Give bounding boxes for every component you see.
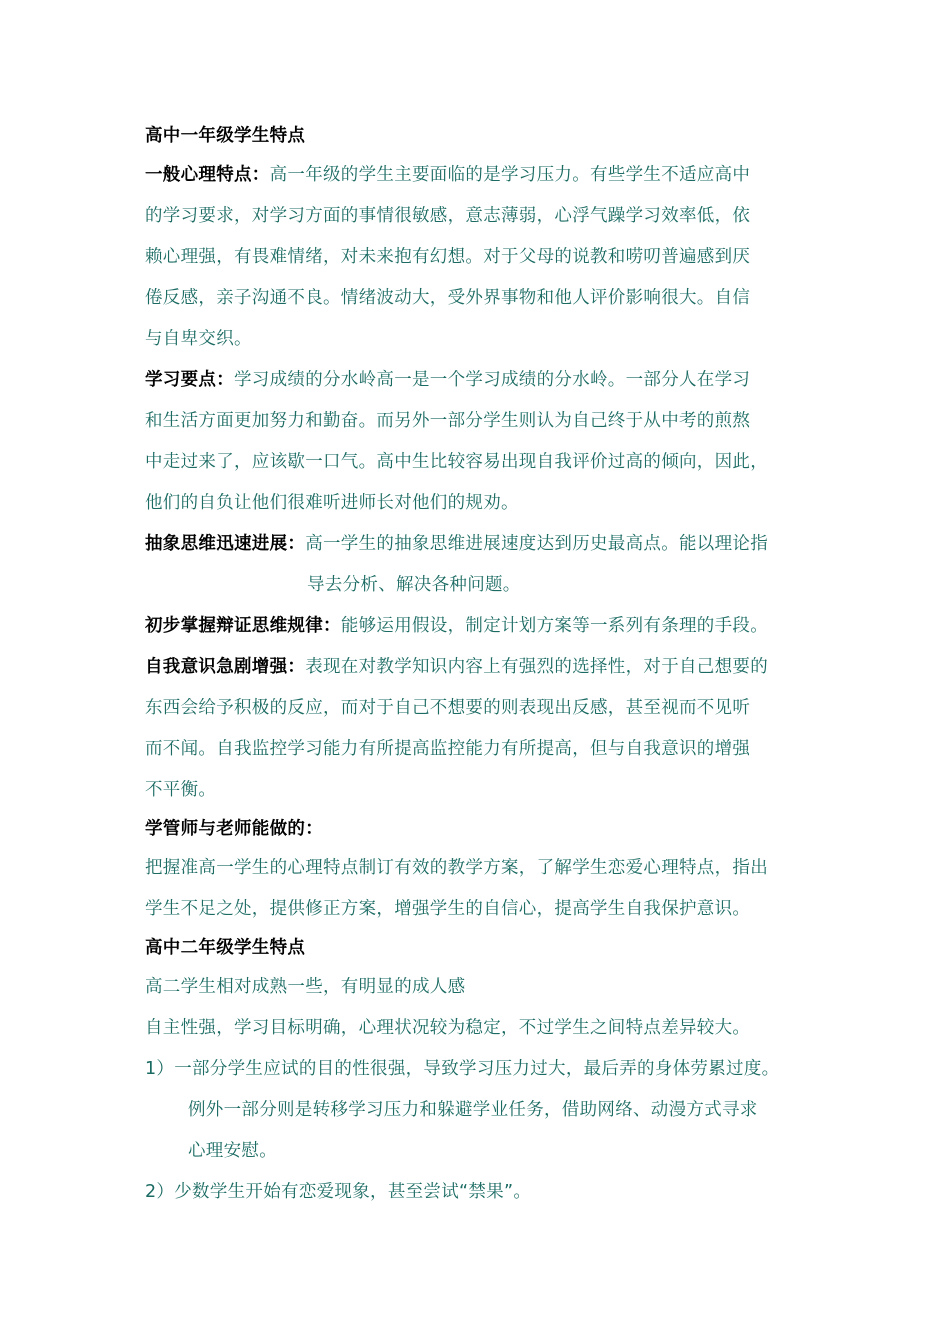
grade-one-title: 高中一年级学生特点 [145, 126, 306, 146]
paragraph-line: 东西会给予积极的反应，而对于自己不想要的则表现出反感，甚至视而不见听 [145, 698, 751, 718]
grade-two-title: 高中二年级学生特点 [145, 938, 306, 958]
paragraph-line: 中走过来了，应该歇一口气。高中生比较容易出现自我评价过高的倾向，因此， [145, 452, 768, 472]
paragraph-line [145, 524, 825, 565]
paragraph-text: 高一学生的抽象思维进展速度达到历史最高点。能以理论指 [305, 534, 769, 554]
paragraph-line: 不平衡。 [145, 780, 217, 800]
paragraph-text: 表现在对教学知识内容上有强烈的选择性，对于自己想要的 [305, 657, 769, 677]
paragraph-line: 把握准高一学生的心理特点制订有效的教学方案，了解学生恋爱心理特点，指出 [145, 858, 768, 878]
paragraph-line: 而不闻。自我监控学习能力有所提高监控能力有所提高，但与自我意识的增强 [145, 739, 751, 759]
paragraph-line [145, 606, 825, 647]
document-page [145, 118, 825, 1213]
list-item-continuation: 心理安慰。 [188, 1141, 277, 1161]
list-item: 1）一部分学生应试的目的性很强，导致学习压力过大，最后弄的身体劳累过度。 [145, 1059, 780, 1079]
list-item: 2）少数学生开始有恋爱现象，甚至尝试“禁果”。 [145, 1182, 532, 1202]
paragraph-text: 能够运用假设，制定计划方案等一系列有条理的手段。 [340, 616, 769, 636]
paragraph-label: 抽象思维迅速进展： [145, 534, 306, 554]
paragraph-line [145, 647, 825, 688]
paragraph-text: 高一年级的学生主要面临的是学习压力。有些学生不适应高中 [269, 165, 751, 185]
paragraph-text: 学习成绩的分水岭高一是一个学习成绩的分水岭。一部分人在学习 [234, 370, 751, 390]
paragraph-line: 自主性强，学习目标明确，心理状况较为稳定，不过学生之间特点差异较大。 [145, 1018, 751, 1038]
paragraph-line: 高二学生相对成熟一些，有明显的成人感 [145, 977, 466, 997]
paragraph-label: 学习要点： [145, 370, 234, 390]
paragraph-line [145, 155, 825, 196]
paragraph-label: 自我意识急剧增强： [145, 657, 306, 677]
list-item-continuation: 例外一部分则是转移学习压力和躲避学业任务，借助网络、动漫方式寻求 [188, 1100, 758, 1120]
sub-heading: 学管师与老师能做的： [145, 819, 323, 839]
paragraph-label: 初步掌握辩证思维规律： [145, 616, 341, 636]
paragraph-line: 与自卑交织。 [145, 329, 252, 349]
paragraph-line [145, 360, 825, 401]
paragraph-label: 一般心理特点： [145, 165, 270, 185]
paragraph-line: 倦反感，亲子沟通不良。情绪波动大，受外界事物和他人评价影响很大。自信 [145, 288, 751, 308]
paragraph-line: 和生活方面更加努力和勤奋。而另外一部分学生则认为自己终于从中考的煎熬 [145, 411, 751, 431]
paragraph-line: 导去分析、解决各种问题。 [307, 575, 521, 595]
paragraph-line: 赖心理强，有畏难情绪，对未来抱有幻想。对于父母的说教和唠叨普遍感到厌 [145, 247, 751, 267]
paragraph-line: 他们的自负让他们很难听进师长对他们的规劝。 [145, 493, 519, 513]
paragraph-line: 学生不足之处，提供修正方案，增强学生的自信心，提高学生自我保护意识。 [145, 899, 751, 919]
paragraph-line: 的学习要求，对学习方面的事情很敏感，意志薄弱，心浮气躁学习效率低，依 [145, 206, 751, 226]
